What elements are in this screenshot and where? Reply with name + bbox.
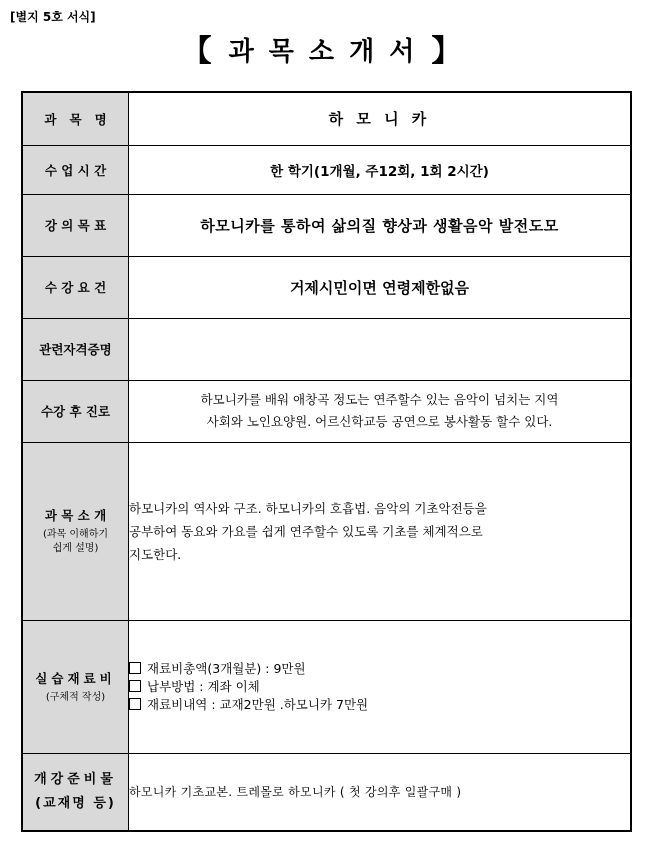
course-intro-table	[21, 91, 632, 832]
cost-item: 재료비총액(3개월분) : 9만원	[129, 660, 630, 678]
value-hours: 한 학기(1개월, 주12회, 1회 2시간)	[129, 145, 632, 194]
intro-line: 하모니카의 역사와 구조. 하모니카의 호흡법. 음악의 기초악전등을	[129, 500, 487, 516]
cost-label-main: 실습재료비	[35, 670, 116, 686]
value-intro	[129, 442, 632, 620]
career-line: 하모니카를 배워 애창곡 정도는 연주할수 있는 음악이 넘치는 지역	[200, 392, 559, 407]
value-goal: 하모니카를 통하여 삶의질 향상과 생활음악 발전도모	[129, 194, 632, 256]
row-cost	[22, 620, 631, 753]
intro-label-sub: (과목 이해하기 쉽게 설명)	[42, 529, 109, 554]
materials-label-line: 개강준비물	[34, 771, 117, 787]
label-requirement: 수 강 요 건	[22, 256, 129, 318]
value-career	[129, 380, 632, 442]
checkbox-icon	[129, 680, 141, 692]
label-career: 수강 후 진로	[22, 380, 129, 442]
label-goal: 강 의 목 표	[22, 194, 129, 256]
label-intro	[22, 442, 129, 620]
cost-item: 납부방법 : 계좌 이체	[129, 678, 630, 696]
label-materials	[22, 753, 129, 831]
value-subject: 하 모 니 카	[129, 92, 632, 145]
label-cost	[22, 620, 129, 753]
label-hours: 수 업 시 간	[22, 145, 129, 194]
intro-line: 지도한다.	[129, 546, 182, 562]
row-hours	[22, 145, 631, 194]
materials-label-line: (교재명 등)	[35, 795, 116, 811]
label-certificate: 관련자격증명	[22, 318, 129, 380]
row-requirement	[22, 256, 631, 318]
document-title	[0, 26, 646, 70]
cost-item: 재료비내역 : 교재2만원 .하모니카 7만원	[129, 696, 630, 714]
intro-label-main: 과 목 소 개	[44, 508, 107, 523]
cost-label-sub: (구체적 작성)	[45, 691, 106, 703]
title-close-bracket: 】	[431, 34, 465, 69]
row-certificate	[22, 318, 631, 380]
row-subject	[22, 92, 631, 145]
value-certificate	[129, 318, 632, 380]
value-requirement: 거제시민이면 연령제한없음	[129, 256, 632, 318]
intro-line: 공부하여 동요와 가요를 쉽게 연주할수 있도록 기초를 체계적으로	[129, 523, 483, 539]
row-intro	[22, 442, 631, 620]
form-number-label: [별지 5호 서식]	[10, 10, 96, 24]
value-cost	[129, 620, 632, 753]
career-line: 사회와 노인요양원. 어르신학교등 공연으로 봉사활동 할수 있다.	[206, 414, 553, 429]
checkbox-icon	[129, 698, 141, 710]
checkbox-icon	[129, 662, 141, 674]
value-materials: 하모니카 기초교본. 트레몰로 하모니카 ( 첫 강의후 일괄구매 )	[129, 753, 632, 831]
row-goal	[22, 194, 631, 256]
row-career	[22, 380, 631, 442]
title-open-bracket: 【	[181, 34, 215, 69]
row-materials	[22, 753, 631, 831]
label-subject: 과 목 명	[22, 92, 129, 145]
title-text: 과 목 소 개 서	[228, 37, 418, 67]
